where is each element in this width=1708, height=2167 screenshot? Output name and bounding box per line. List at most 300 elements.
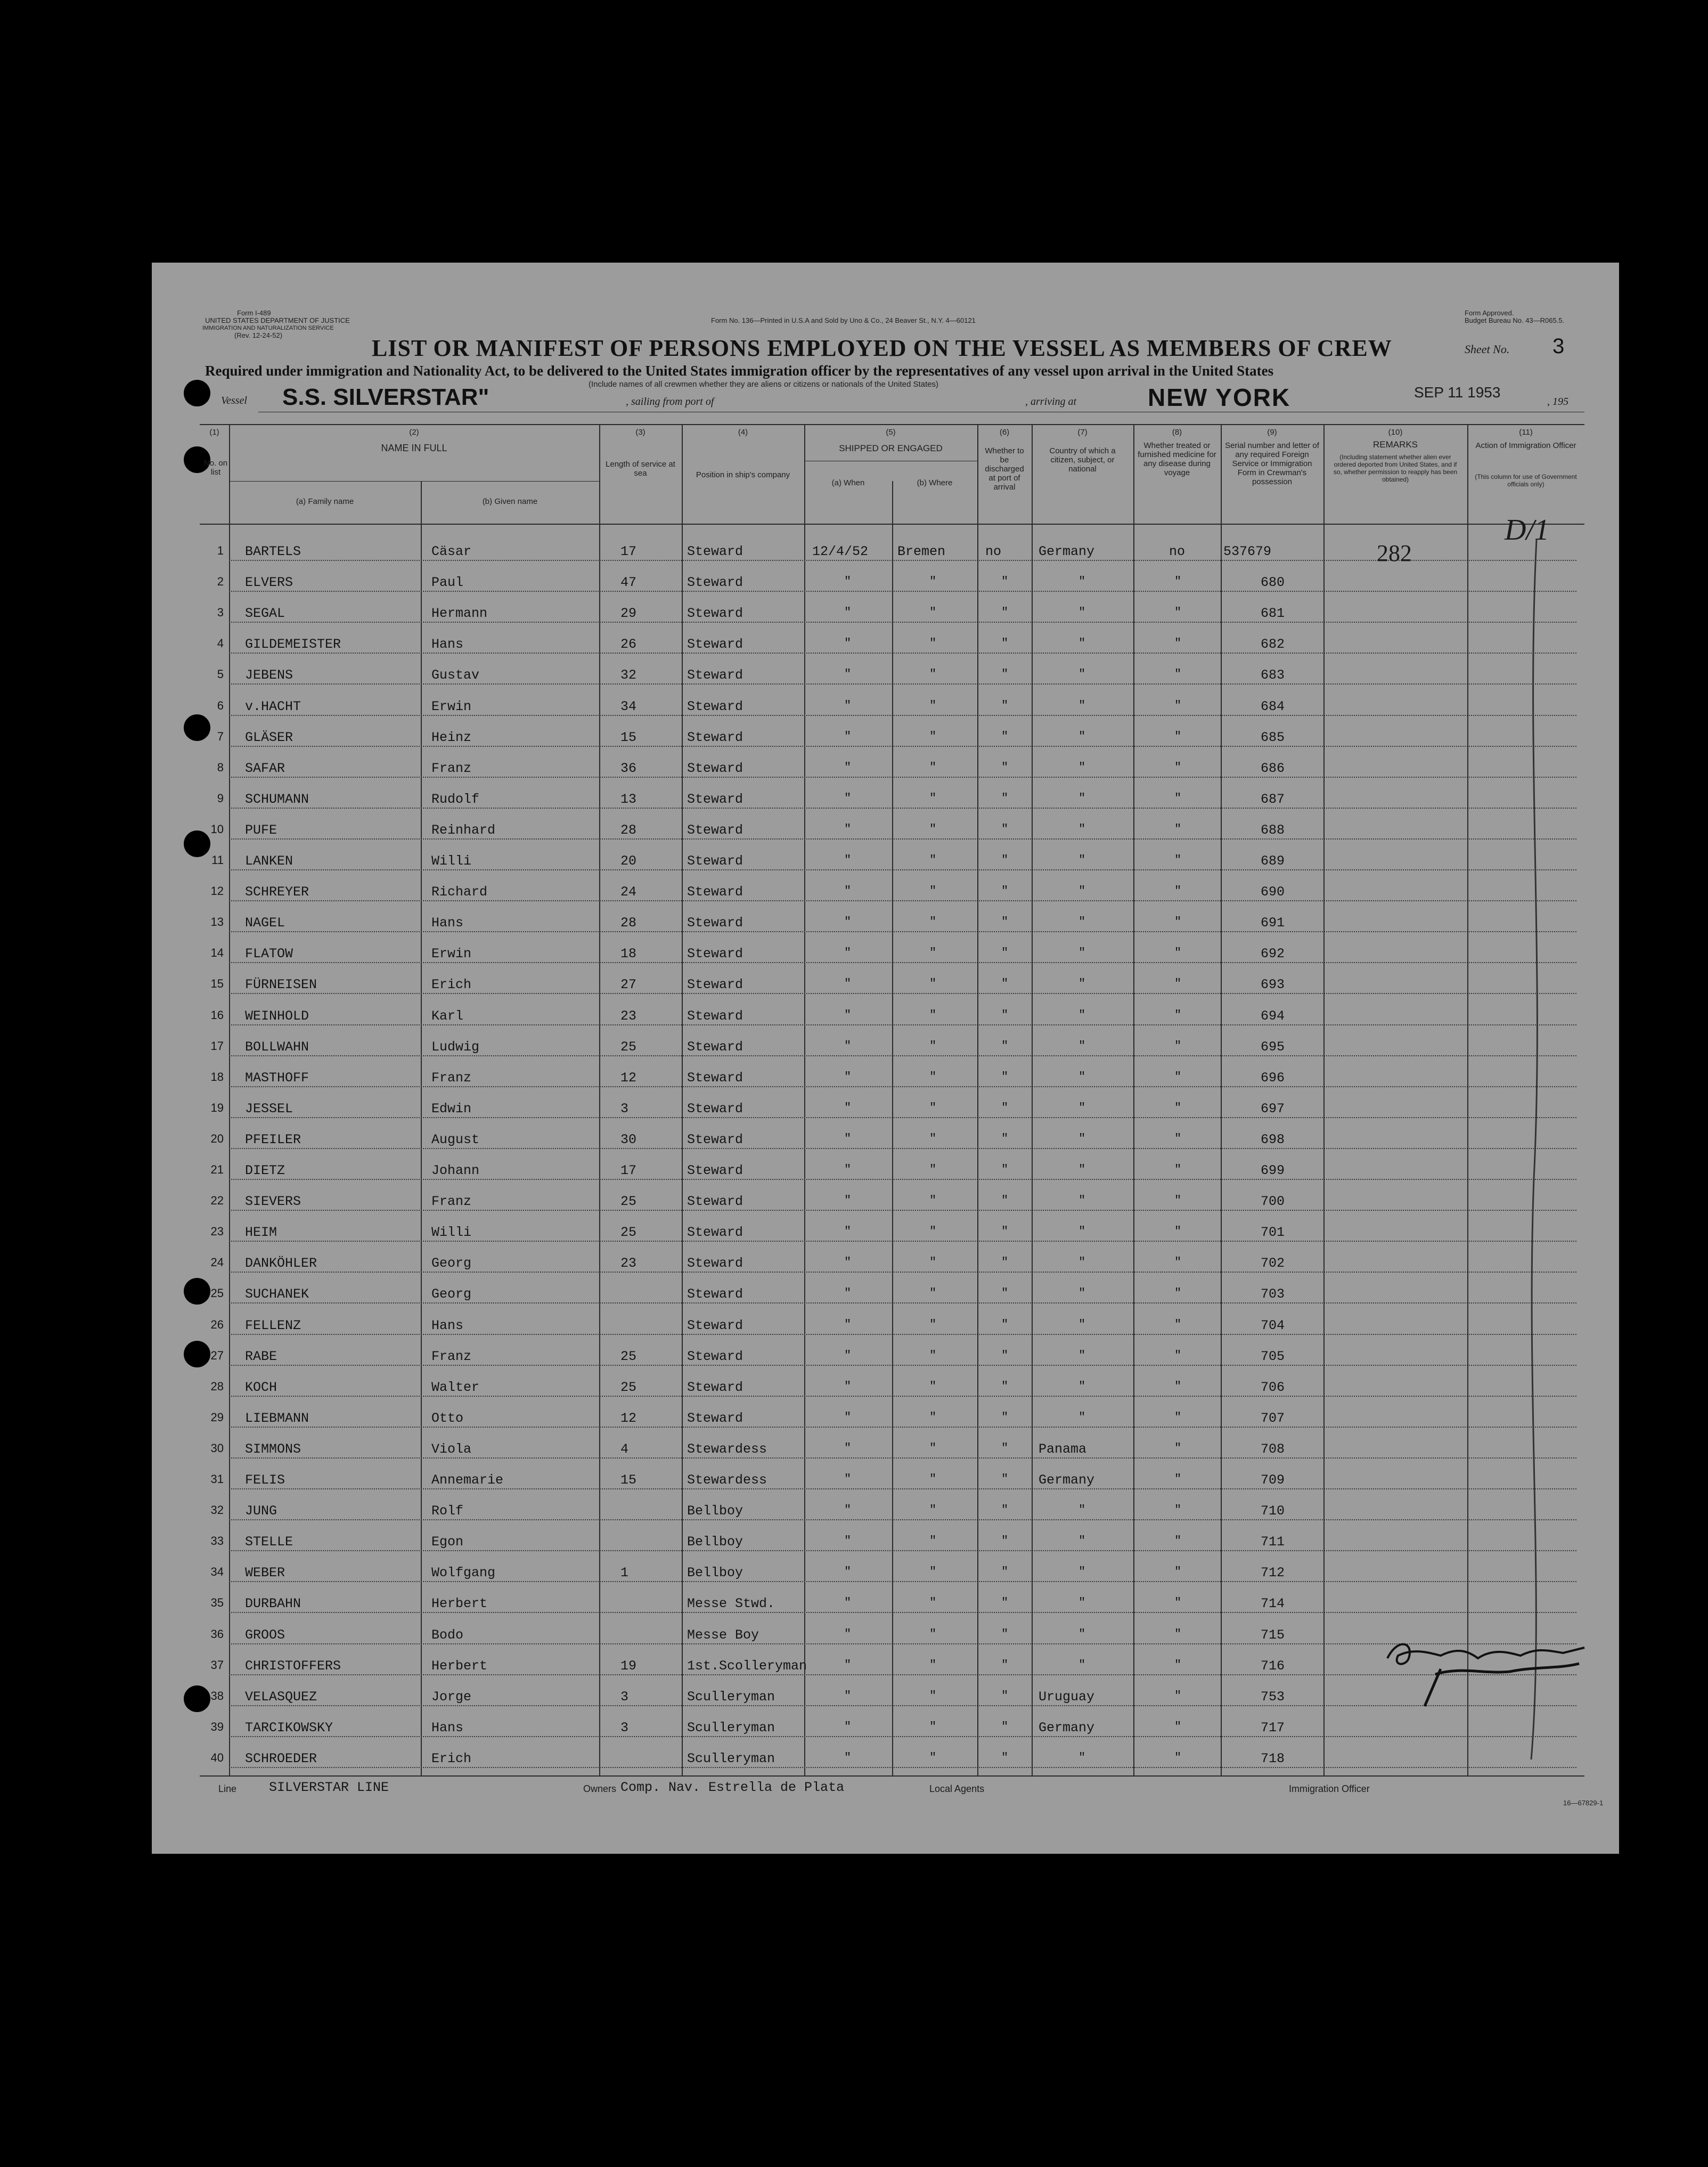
cell-discharged: " [1001,667,1009,681]
cell-position: Steward [687,1131,743,1147]
cell-given: Reinhard [431,822,496,838]
cell-country: " [1078,729,1086,743]
col10-number: (10) [1388,428,1403,437]
cell-discharged: " [1001,760,1009,774]
row-number: 38 [210,1689,224,1702]
cell-position: Steward [687,606,743,622]
cell-serial: 715 [1261,1627,1285,1643]
row-divider [229,1024,1576,1026]
cell-position: Steward [687,760,743,776]
row-divider [229,1302,1576,1304]
row-divider [229,777,1576,778]
row-number: 29 [210,1410,224,1424]
cell-when: " [844,760,852,774]
cell-discharged: " [1001,1379,1009,1393]
row-divider [229,1396,1576,1397]
cell-given: Otto [431,1410,464,1426]
cell-when: " [844,1101,852,1114]
cell-discharged: " [1001,1596,1009,1610]
cell-length: 27 [620,977,637,993]
revision-line: (Rev. 12-24-52) [234,331,283,339]
cell-where: " [929,1627,937,1641]
cell-serial: 710 [1261,1503,1285,1519]
cell-medicine: " [1174,1627,1182,1641]
cell-serial: 684 [1261,698,1285,714]
col-divider [682,424,683,1775]
cell-where: " [929,698,937,712]
cell-length: 20 [620,853,637,869]
line-label: Line [218,1783,237,1794]
cell-where: " [929,760,937,774]
cell-family: VELASQUEZ [245,1689,317,1705]
cell-serial: 687 [1261,791,1285,807]
cell-discharged: " [1001,1131,1009,1145]
cell-when: " [844,853,852,867]
col6-number: (6) [999,428,1010,437]
cell-when: " [844,1348,852,1362]
row-number: 14 [210,946,224,960]
cell-when: " [844,1131,852,1145]
cell-given: Georg [431,1256,472,1272]
cell-where: " [929,606,937,620]
cell-when: " [844,1658,852,1672]
row-divider [229,1767,1576,1769]
cell-family: FÜRNEISEN [245,977,317,993]
row-number: 24 [210,1256,224,1269]
row-number: 40 [210,1750,224,1764]
cell-medicine: " [1174,1286,1182,1300]
cell-family: SEGAL [245,606,285,622]
cell-medicine: " [1174,853,1182,867]
cell-family: TARCIKOWSKY [245,1720,333,1736]
cell-where: " [929,1039,937,1053]
col-divider [1467,424,1468,1775]
cell-when: " [844,946,852,960]
cell-discharged: " [1001,606,1009,620]
row-divider [229,591,1576,592]
row-divider [229,1055,1576,1057]
cell-given: Paul [431,575,464,591]
row-divider [229,1643,1576,1645]
cell-family: MASTHOFF [245,1070,309,1086]
col2a-header: (a) Family name [296,497,354,506]
cell-family: GILDEMEISTER [245,637,341,653]
cell-country: " [1078,760,1086,774]
cell-discharged: " [1001,729,1009,743]
cell-given: August [431,1131,480,1147]
cell-discharged: " [1001,1689,1009,1702]
col1-header: No. on list [203,459,228,477]
cell-medicine: " [1174,729,1182,743]
cell-position: Steward [687,884,743,900]
cell-where: " [929,1410,937,1424]
cell-country: " [1078,884,1086,898]
row-divider [229,1488,1576,1490]
cell-when: " [844,1008,852,1022]
cell-position: Messe Boy [687,1627,759,1643]
row-number: 35 [210,1596,224,1610]
agents-label: Local Agents [929,1783,985,1794]
cell-length: 4 [620,1441,629,1457]
row-divider [229,1674,1576,1676]
cell-given: Edwin [431,1101,472,1117]
cell-length: 26 [620,637,637,653]
cell-position: Steward [687,977,743,993]
row-number: 2 [217,575,224,589]
cell-medicine: " [1174,822,1182,836]
cell-when: " [844,1689,852,1702]
cell-family: WEINHOLD [245,1008,309,1024]
sailing-label: , sailing from port of [626,396,714,408]
row-divider [229,622,1576,623]
cell-serial: 716 [1261,1658,1285,1674]
cell-family: FELLENZ [245,1317,301,1333]
col-divider [1221,424,1222,1775]
cell-when: " [844,698,852,712]
cell-when: " [844,1225,852,1239]
cell-serial: 706 [1261,1379,1285,1395]
row-number: 23 [210,1225,224,1239]
cell-when: " [844,1750,852,1764]
cell-country: " [1078,822,1086,836]
cell-medicine: " [1174,1658,1182,1672]
cell-country: " [1078,575,1086,589]
cell-discharged: " [1001,1534,1009,1548]
officer-signature [1377,1616,1600,1712]
cell-position: Steward [687,1039,743,1055]
cell-medicine: " [1174,791,1182,805]
cell-given: Franz [431,760,472,776]
cell-medicine: " [1174,1131,1182,1145]
cell-serial: 683 [1261,667,1285,683]
cell-position: Messe Stwd. [687,1596,775,1612]
cell-where: " [929,667,937,681]
cell-where: " [929,946,937,960]
cell-country: " [1078,1503,1086,1517]
cell-length: 15 [620,1472,637,1488]
cell-when: " [844,977,852,991]
cell-when: " [844,1286,852,1300]
cell-family: LANKEN [245,853,293,869]
cell-where: " [929,1534,937,1548]
cell-medicine: " [1174,637,1182,650]
cell-family: JESSEL [245,1101,293,1117]
cell-given: Heinz [431,729,472,745]
col8-number: (8) [1172,428,1182,437]
cell-country: " [1078,1348,1086,1362]
col3-header: Length of service at sea [606,460,675,478]
cell-serial: 697 [1261,1101,1285,1117]
row-number: 31 [210,1472,224,1486]
row-divider [229,1179,1576,1180]
cell-position: Steward [687,698,743,714]
cell-given: Erich [431,1750,472,1766]
cell-where: " [929,977,937,991]
cell-serial: 705 [1261,1348,1285,1364]
col7-number: (7) [1077,428,1088,437]
cell-position: Steward [687,1410,743,1426]
cell-discharged: " [1001,1039,1009,1053]
cell-medicine: " [1174,1101,1182,1114]
cell-length: 25 [620,1348,637,1364]
cell-given: Jorge [431,1689,472,1705]
table-top-border [200,424,1584,425]
cell-discharged: " [1001,1720,1009,1733]
cell-position: Steward [687,575,743,591]
cell-when: " [844,1441,852,1455]
cell-when: " [844,1472,852,1486]
cell-length: 19 [620,1658,637,1674]
row-divider [229,560,1576,561]
arrival-port: NEW YORK [1148,384,1291,411]
cell-when: 12/4/52 [812,544,869,559]
cell-family: SAFAR [245,760,285,776]
cell-given: Erwin [431,698,472,714]
cell-given: Willi [431,1225,472,1241]
row-divider [229,1457,1576,1459]
row-divider [229,1241,1576,1242]
cell-position: Steward [687,1008,743,1024]
cell-discharged: " [1001,1256,1009,1269]
cell-medicine: " [1174,1317,1182,1331]
cell-position: Sculleryman [687,1750,775,1766]
cell-country: " [1078,637,1086,650]
col-divider [1323,424,1325,1775]
cell-given: Hans [431,637,464,653]
cell-serial: 686 [1261,760,1285,776]
cell-serial: 704 [1261,1317,1285,1333]
cell-country: " [1078,606,1086,620]
cell-when: " [844,1596,852,1610]
cell-length: 24 [620,884,637,900]
cell-length: 29 [620,606,637,622]
cell-country: Germany [1039,544,1095,559]
cell-position: Steward [687,1317,743,1333]
cell-discharged: " [1001,1194,1009,1208]
cell-medicine: " [1174,1070,1182,1084]
row-number: 11 [211,853,224,867]
cell-country: " [1078,977,1086,991]
cell-serial: 685 [1261,729,1285,745]
page-title: LIST OR MANIFEST OF PERSONS EMPLOYED ON THE VESSEL AS MEMBERS OF CREW [372,335,1392,361]
cell-serial: 699 [1261,1163,1285,1178]
cell-where: " [929,1565,937,1579]
row-divider [229,1365,1576,1366]
cell-position: Steward [687,729,743,745]
row-divider [229,900,1576,902]
row-number: 37 [210,1658,224,1672]
cell-where: " [929,1317,937,1331]
col7-header: Country of which a citizen, subject, or national [1049,446,1116,474]
cell-when: " [844,667,852,681]
cell-length: 25 [620,1379,637,1395]
subtitle: Required under immigration and Nationality Act, to be delivered to the United States immigration officer by the representatives of any vessel upon arrival in the United States [205,363,1274,379]
row-divider [229,1736,1576,1738]
cell-length: 13 [620,791,637,807]
cell-length: 18 [620,946,637,962]
col8-header: Whether treated or furnished medicine for any disease during voyage [1138,441,1216,477]
cell-where: " [929,1194,937,1208]
row-number: 8 [217,760,224,774]
row-number: 10 [210,822,224,836]
cell-length: 23 [620,1008,637,1024]
cell-position: Steward [687,1101,743,1117]
cell-given: Walter [431,1379,480,1395]
date-stamp: SEP 11 1953 [1414,384,1501,401]
col5b-header: (b) Where [917,478,953,487]
cell-position: Steward [687,822,743,838]
cell-position: Steward [687,1286,743,1302]
row-divider [229,653,1576,654]
cell-serial: 718 [1261,1750,1285,1766]
cell-discharged: " [1001,822,1009,836]
cell-where: " [929,1503,937,1517]
col3-number: (3) [635,428,645,437]
cell-given: Ludwig [431,1039,480,1055]
owners-name: Comp. Nav. Estrella de Plata [620,1780,845,1795]
cell-discharged: " [1001,1317,1009,1331]
cell-length: 17 [620,1163,637,1178]
cell-where: " [929,575,937,589]
row-number: 12 [210,884,224,898]
cell-discharged: " [1001,637,1009,650]
row-divider [229,1272,1576,1273]
cell-medicine: " [1174,1225,1182,1239]
row-number: 27 [210,1348,224,1362]
cell-serial: 714 [1261,1596,1285,1612]
cell-position: Steward [687,1348,743,1364]
cell-family: KOCH [245,1379,277,1395]
cell-position: Steward [687,791,743,807]
cell-country: " [1078,1101,1086,1114]
cell-family: GROOS [245,1627,285,1643]
cell-country: " [1078,1131,1086,1145]
row-divider [229,993,1576,995]
row-number: 17 [210,1039,224,1053]
manifest-sheet [152,263,1619,1854]
col10-note: (Including statement whether alien ever ordered deported from United States, and if so, whether permission to reapply has been obtained) [1333,453,1458,483]
cell-given: Erich [431,977,472,993]
cell-medicine: " [1174,1472,1182,1486]
cell-medicine: " [1174,760,1182,774]
print-code: 16—67829-1 [1563,1799,1604,1807]
cell-length: 3 [620,1689,629,1705]
cell-serial: 717 [1261,1720,1285,1736]
cell-serial: 703 [1261,1286,1285,1302]
cell-position: Sculleryman [687,1689,775,1705]
col5a-header: (a) When [831,478,865,487]
cell-when: " [844,1163,852,1176]
cell-serial: 753 [1261,1689,1285,1705]
cell-discharged: " [1001,575,1009,589]
cell-country: " [1078,1256,1086,1269]
cell-given: Egon [431,1534,464,1550]
cell-medicine: " [1174,1689,1182,1702]
col4-header: Position in ship's company [696,470,790,479]
cell-medicine: " [1174,1410,1182,1424]
cell-country: " [1078,1317,1086,1331]
cell-where: " [929,822,937,836]
cell-family: ELVERS [245,575,293,591]
cell-length: 36 [620,760,637,776]
cell-given: Richard [431,884,488,900]
cell-serial: 698 [1261,1131,1285,1147]
row-number: 20 [210,1131,224,1145]
cell-discharged: " [1001,853,1009,867]
cell-country: " [1078,853,1086,867]
col-divider [229,424,230,1775]
cell-position: Steward [687,1225,743,1241]
cell-length: 28 [620,915,637,931]
cell-serial: 688 [1261,822,1285,838]
cell-where: " [929,1658,937,1672]
cell-given: Rudolf [431,791,480,807]
cell-family: HEIM [245,1225,277,1241]
cell-medicine: " [1174,1441,1182,1455]
cell-country: " [1078,1534,1086,1548]
cell-given: Viola [431,1441,472,1457]
cell-medicine: " [1174,1720,1182,1733]
cell-family: DIETZ [245,1163,285,1178]
cell-medicine: " [1174,1565,1182,1579]
col4-number: (4) [738,428,748,437]
cell-serial: 702 [1261,1256,1285,1272]
cell-country: Germany [1039,1720,1095,1736]
row-divider [229,1334,1576,1335]
cell-family: NAGEL [245,915,285,931]
cell-family: JUNG [245,1503,277,1519]
cell-length: 34 [620,698,637,714]
cell-country: " [1078,1658,1086,1672]
cell-given: Herbert [431,1658,488,1674]
year-suffix: , 195 [1547,396,1568,408]
vessel-label: Vessel [221,395,247,406]
cell-where: " [929,1441,937,1455]
row-number: 22 [210,1194,224,1208]
cell-family: RABE [245,1348,277,1364]
cell-given: Franz [431,1348,472,1364]
col-divider [977,424,978,1775]
cell-where: " [929,1689,937,1702]
cell-family: BOLLWAHN [245,1039,309,1055]
cell-serial: 681 [1261,606,1285,622]
cell-position: Steward [687,1070,743,1086]
cell-serial: 701 [1261,1225,1285,1241]
cell-when: " [844,884,852,898]
cell-position: Steward [687,946,743,962]
cell-serial: 696 [1261,1070,1285,1086]
cell-given: Hans [431,1317,464,1333]
cell-country: " [1078,1379,1086,1393]
row-divider [229,683,1576,685]
cell-serial: 691 [1261,915,1285,931]
cell-family: GLÄSER [245,729,293,745]
cell-medicine: " [1174,1596,1182,1610]
row-number: 5 [217,667,224,681]
cell-given: Willi [431,853,472,869]
cell-discharged: " [1001,698,1009,712]
cell-when: " [844,1565,852,1579]
approval-line: Form Approved. [1465,309,1514,317]
cell-country: " [1078,1565,1086,1579]
cell-country: Panama [1039,1441,1087,1457]
cell-country: " [1078,1410,1086,1424]
row-divider [229,808,1576,809]
cell-given: Georg [431,1286,472,1302]
cell-where: " [929,1286,937,1300]
row-number: 6 [217,698,224,712]
col5-header: SHIPPED OR ENGAGED [839,443,943,453]
